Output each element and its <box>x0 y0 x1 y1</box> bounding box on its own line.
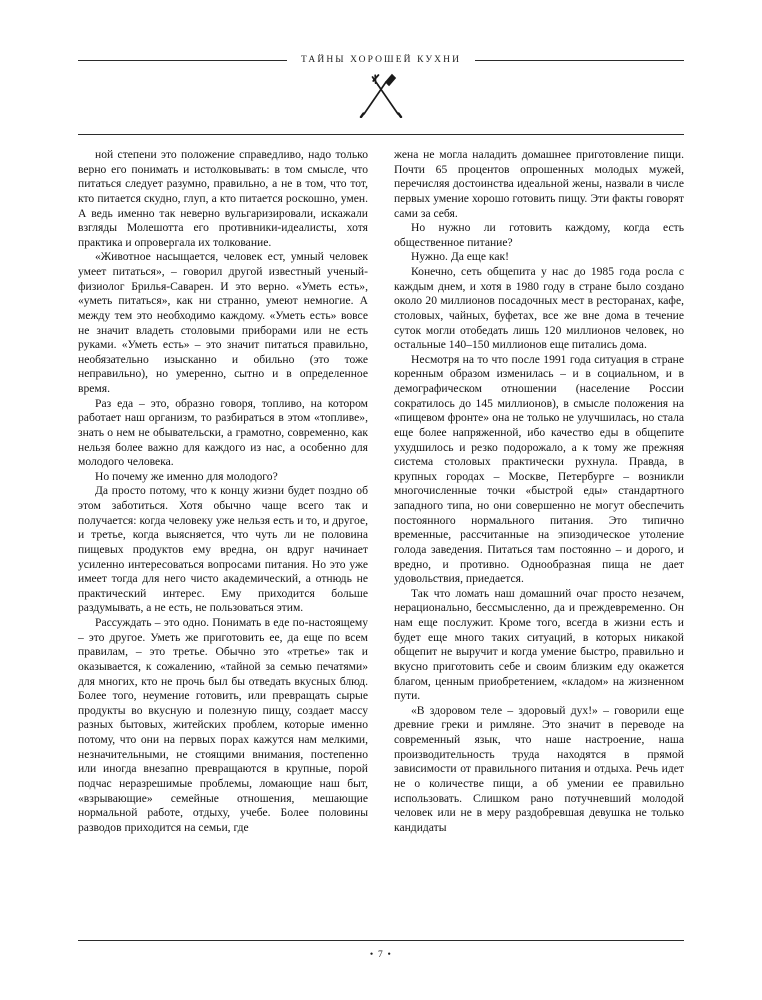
paragraph: «Животное насыщается, человек ест, умный человек умеет питаться», – говорил другой известный ученый-физиолог Брилья-Саварен. И это верно. «Уметь есть», «уметь питаться», как ни странно, умеют немногие. А между тем это необходимо каждому. «Уметь есть» вовсе не значит владеть столовыми приборами или не есть руками. «Уметь есть» – это значит питаться правильно, необязательно изысканно и обильно (это тоже неправильно), но умеренно, сытно и в определенное время. <box>78 250 368 395</box>
paragraph: Рассуждать – это одно. Понимать в еде по-настоящему – это другое. Уметь же приготовить ее, да еще по всем правилам, – это третье. Обычно это «третье» так и оказывается, к сожалению, «тайной за семью печатями» для многих, кто не прочь был бы отведать вкусных блюд. Более того, неумение готовить, или превращать сырые продукты во вкусную и полезную пищу, создает массу разных бытовых, житейских проблем, которые именно потому, что они на первых порах кажутся нам мелкими, незначительными, не стоящими внимания, постепенно или иногда внезапно превращаются в крупные, порой подчас неразрешимые проблемы, ломающие наш быт, «взрывающие» семейные отношения, мешающие нормальной работе, отдыху, учебе. Более половины разводов приходится на семьи, где <box>78 616 368 834</box>
header-rule-right <box>475 60 684 61</box>
page-number: • 7 • <box>369 950 393 960</box>
paragraph: «В здоровом теле – здоровый дух!» – говорили еще древние греки и римляне. Это значит в переводе на современный язык, что наше настроение, наша производительность труда находятся в прямой зависимости от правильного питания и отдыха. Речь идет не о количестве пищи, а об умении ее правильно использовать. Слишком рано потучневший молодой человек или не в меру раздобревшая девушка не только кандидаты <box>394 703 684 834</box>
text-body <box>78 148 684 928</box>
running-title: ТАЙНЫ ХОРОШЕЙ КУХНИ <box>300 55 462 65</box>
page-header <box>78 48 684 72</box>
paragraph: Нужно. Да еще как! <box>411 250 509 264</box>
paragraph: Так что ломать наш домашний очаг просто незачем, нерационально, бессмысленно, да и преждевременно. Он нам еще послужит. Кроме того, всегда в жизни есть и будет еще много таких ситуаций, в которых никакой общепит не выручит и когда умение быстро, правильно и вкусно приготовить себе и своим близким еду окажется благом, ценным приобретением, «кладом» на жизненном пути. <box>394 586 684 703</box>
paragraph: Раз еда – это, образно говоря, топливо, на котором работает наш организм, то разбираться в этом «топливе», знать о нем не обывательски, а грамотно, современно, как нельзя более важно для каждого из нас, а особенно для молодого человека. <box>78 396 368 469</box>
paragraph: Несмотря на то что после 1991 года ситуация в стране коренным образом изменилась – и в социальном, и в демографическом отношении (население России сократилось до 145 миллионов), в смысле положения на «пищевом фронте» она не только не улучшилась, но стала еще более напряженной, ибо качество еды в общепите ухудшилось и резко подорожало, а к тому же прежняя система столовых практически рухнула. Правда, в крупных городах – Москве, Петербурге – возникли многочисленные точки «быстрой еды» стандартного западного типа, но они совершенно не могут обеспечить постоянного нормального питания. Это типично временные, рассчитанные на эпизодическое утоление голода заведения. Питаться там постоянно – и дорого, и вредно, и противно. Однообразная пища не дает удовольствия, приедается. <box>394 352 684 586</box>
paragraph: Конечно, сеть общепита у нас до 1985 года росла с каждым днем, и хотя в 1980 году в стране было создано около 20 миллионов посадочных мест в ресторанах, кафе, столовых, чайных, буфетах, все же вне дома в течение суток могли отобедать лишь 120 миллионов человек, но остальные 140–150 миллионов еще питались дома. <box>394 265 684 352</box>
paragraph: Но почему же именно для молодого? <box>95 469 278 483</box>
paragraph: Да просто потому, что к концу жизни будет поздно об этом заботиться. Хотя обычно чаще всего так и получается: когда человеку уже нельзя есть и то, и другое, и третье, когда выясняется, что чуть ли не половина пищевых продуктов ему вредна, он вдруг начинает усиленно интересоваться вопросами питания. Но это уже имеет тогда для него чисто академический, а отнюдь не практический интерес. Ему приходится больше раздумывать, а не есть, не пользоваться этим. <box>78 484 368 615</box>
header-bottom-rule <box>78 134 684 135</box>
column-right <box>394 148 684 928</box>
paragraph: ной степени это положение справедливо, надо только верно его понимать и истолковывать: в том смысле, что питаться следует разумно, правильно, а не в том, что тот, кто питается скудно, глуп, а кто питается роскошно, умен. А ведь именно так неверно вульгаризировали, искажали взгляды Молешотта его противники-идеалисты, хотя практика и опровергала их толкование. <box>78 148 368 249</box>
page-footer <box>78 940 684 960</box>
crossed-fork-and-knife-icon <box>0 72 762 123</box>
footer-rule <box>78 940 684 941</box>
paragraph: Но нужно ли готовить каждому, когда есть общественное питание? <box>394 221 684 249</box>
paragraph: жена не могла наладить домашнее приготовление пищи. Почти 65 процентов опрошенных молодых мужей, перечисляя достоинства идеальной жены, назвали в числе первых умение хорошо готовить пищу. Эти факты говорят сами за себя. <box>394 148 684 220</box>
column-left <box>78 148 368 928</box>
header-rule-left <box>78 60 287 61</box>
